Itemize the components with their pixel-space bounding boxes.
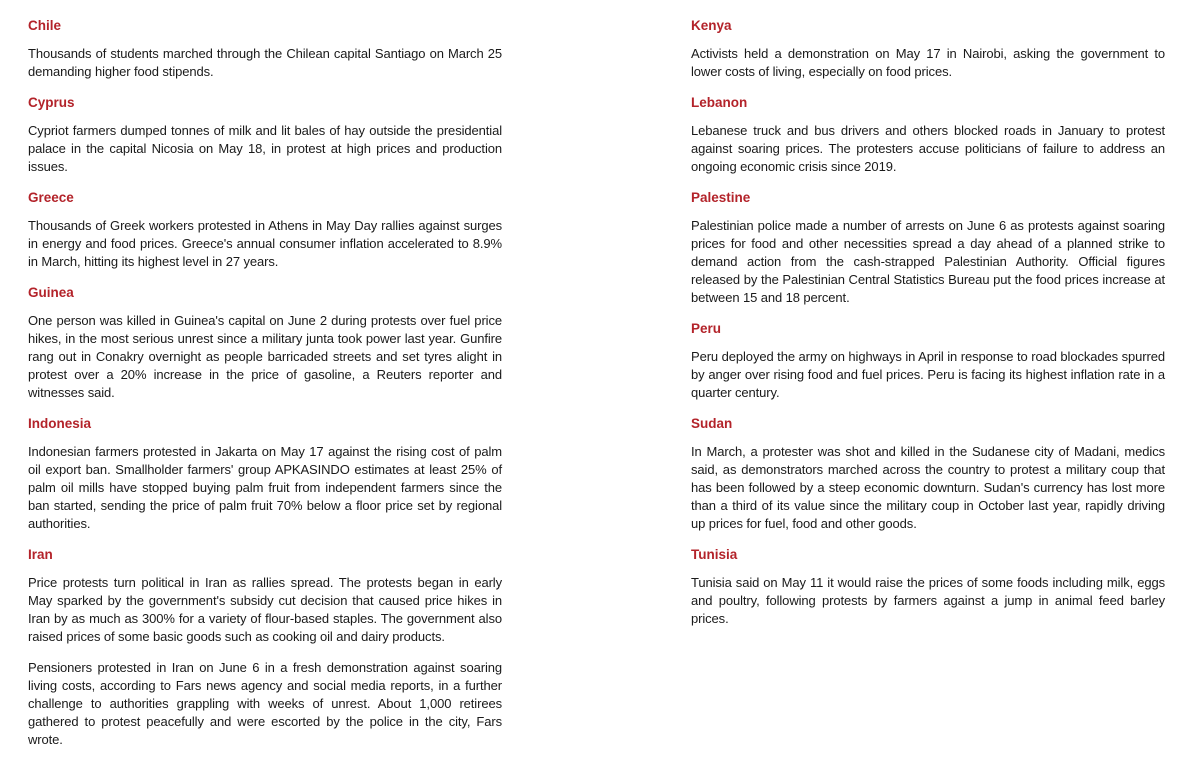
- country-heading: Iran: [28, 547, 53, 562]
- entry-paragraph: Palestinian police made a number of arrests on June 6 as protests against soaring prices for food and other necessities spread a day ahead of a planned strike to demand action from the cash-strapped Palestinian Authority. Official figures released by the Palestinian Central Statistics Bureau put the food prices increase at between 15 and 18 percent.: [691, 218, 1165, 305]
- entry-palestine: [691, 189, 1165, 307]
- country-heading: Sudan: [691, 416, 733, 431]
- country-heading: Tunisia: [691, 547, 738, 562]
- entry-indonesia: [28, 415, 502, 533]
- country-heading: Guinea: [28, 285, 74, 300]
- entry-paragraph: Cypriot farmers dumped tonnes of milk and lit bales of hay outside the presidential palace in the capital Nicosia on May 18, in protest at high prices and production issues.: [28, 123, 502, 174]
- entry-paragraph: Lebanese truck and bus drivers and others blocked roads in January to protest against soaring prices. The protesters accuse politicians of failure to address an ongoing economic crisis since 2019.: [691, 123, 1165, 174]
- entry-paragraph: Tunisia said on May 11 it would raise the prices of some foods including milk, eggs and poultry, following protests by farmers against a jump in animal feed barley prices.: [691, 575, 1165, 626]
- entry-paragraph: One person was killed in Guinea's capital on June 2 during protests over fuel price hikes, in the most serious unrest since a military junta took power last year. Gunfire rang out in Conakry overnight as people barricaded streets and set tyres alight in protest over a 20% increase in the price of gasoline, a Reuters reporter and witnesses said.: [28, 313, 502, 400]
- entry-paragraph: Thousands of students marched through the Chilean capital Santiago on March 25 demanding higher food stipends.: [28, 46, 502, 79]
- country-heading: Peru: [691, 321, 722, 336]
- entry-paragraph: Indonesian farmers protested in Jakarta on May 17 against the rising cost of palm oil export ban. Smallholder farmers' group APKASINDO estimates at least 25% of palm oil mills have stopped buying palm fruit from independent farmers since the ban started, sending the price of palm fruit 70% below a floor price set by regional authorities.: [28, 444, 502, 531]
- entry-cyprus: [28, 94, 502, 176]
- country-heading: Greece: [28, 190, 74, 205]
- country-heading: Cyprus: [28, 95, 75, 110]
- entry-paragraph: Activists held a demonstration on May 17 in Nairobi, asking the government to lower costs of living, especially on food prices.: [691, 46, 1165, 79]
- entry-paragraph: In March, a protester was shot and killed in the Sudanese city of Madani, medics said, as demonstrators marched across the country to protest a military coup that has been followed by a steep economic downturn. Sudan's currency has lost more than a third of its value since the military coup in October last year, rapidly driving up prices for fuel, food and other goods.: [691, 444, 1165, 531]
- country-heading: Lebanon: [691, 95, 748, 110]
- country-heading: Palestine: [691, 190, 751, 205]
- entry-kenya: [691, 17, 1165, 81]
- entry-paragraph: Price protests turn political in Iran as rallies spread. The protests began in early May sparked by the government's subsidy cut decision that caused price hikes in Iran by as much as 300% for a variety of flour-based staples. The government also raised prices of some basic goods such as cooking oil and dairy products.: [28, 575, 502, 644]
- entry-sudan: [691, 415, 1165, 533]
- entry-lebanon: [691, 94, 1165, 176]
- entry-guinea: [28, 284, 502, 402]
- entry-iran: [28, 546, 502, 749]
- entry-peru: [691, 320, 1165, 402]
- entry-paragraph: Thousands of Greek workers protested in Athens in May Day rallies against surges in energy and food prices. Greece's annual consumer inflation accelerated to 8.9% in March, hitting its highest level in 27 years.: [28, 218, 502, 269]
- entry-paragraph: Peru deployed the army on highways in April in response to road blockades spurred by anger over rising food and fuel prices. Peru is facing its highest inflation rate in a quarter century.: [691, 349, 1165, 400]
- country-heading: Kenya: [691, 18, 732, 33]
- country-heading: Indonesia: [28, 416, 92, 431]
- entry-greece: [28, 189, 502, 271]
- entry-tunisia: [691, 546, 1165, 628]
- country-heading: Chile: [28, 18, 62, 33]
- left-column: [28, 17, 502, 762]
- entry-chile: [28, 17, 502, 81]
- entry-paragraph: Pensioners protested in Iran on June 6 in a fresh demonstration against soaring living costs, according to Fars news agency and social media reports, in a further challenge to authorities grappling with weeks of unrest. About 1,000 retirees gathered to protest peacefully and were escorted by the police in the city, Fars wrote.: [28, 660, 502, 747]
- right-column: [691, 17, 1165, 641]
